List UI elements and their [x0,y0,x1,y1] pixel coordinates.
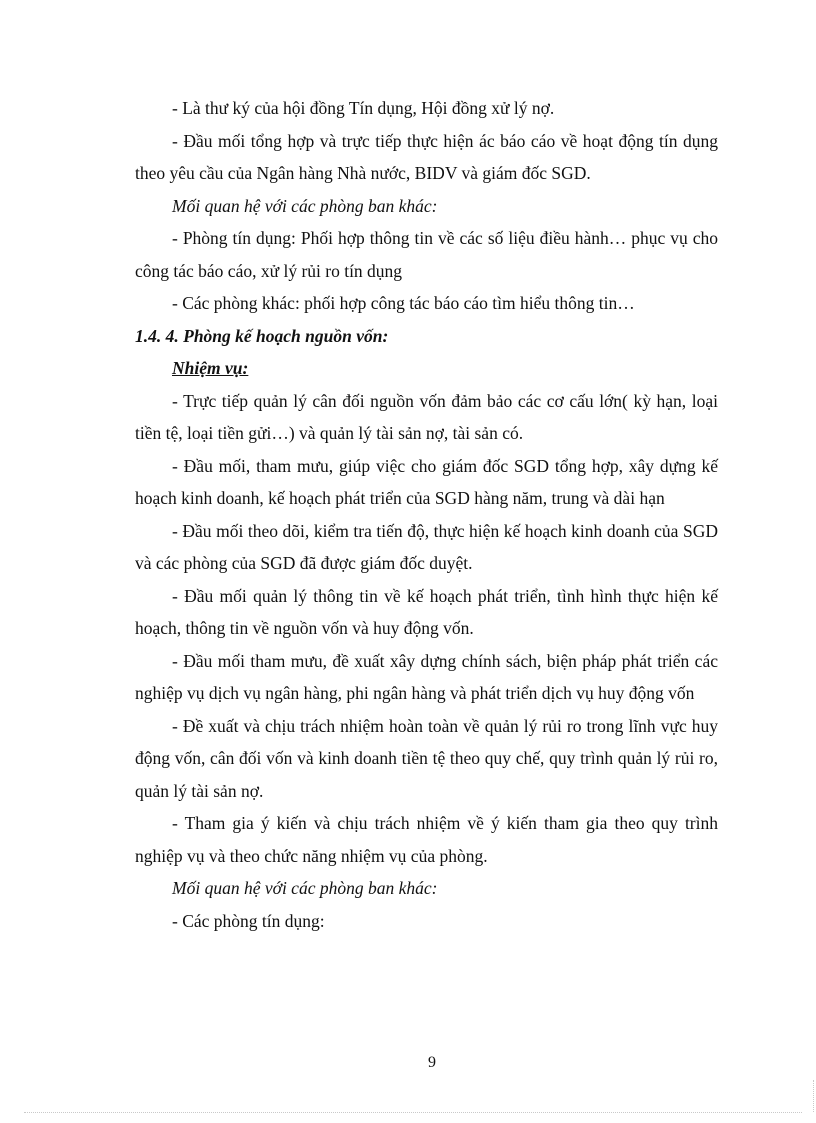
duty-item: - Đầu mối quản lý thông tin về kế hoạch phát triển, tình hình thực hiện kế hoạch, thông tin về nguồn vốn và huy động vốn. [135,585,718,638]
relations-label: Mối quan hệ với các phòng ban khác: [172,195,438,216]
duty-item: - Đầu mối theo dõi, kiểm tra tiến độ, thực hiện kế hoạch kinh doanh của SGD và các phòng của SGD đã được giám đốc duyệt. [135,520,718,573]
paragraph-credit-dept: - Phòng tín dụng: Phối hợp thông tin về các số liệu điều hành… phục vụ cho công tác báo cáo, xử lý rủi ro tín dụng [135,228,718,281]
section-heading: 1.4. 4. Phòng kế hoạch nguồn vốn: [135,325,389,346]
paragraph-other-depts: - Các phòng khác: phối hợp công tác báo cáo tìm hiểu thông tin… [172,293,635,313]
duty-item: - Đầu mối, tham mưu, giúp việc cho giám đốc SGD tổng hợp, xây dựng kế hoạch kinh doanh, kế hoạch phát triển của SGD hàng năm, trung và dài hạn [135,455,718,508]
relations-label: Mối quan hệ với các phòng ban khác: [172,878,438,898]
duty-item: - Đề xuất và chịu trách nhiệm hoàn toàn về quản lý rủi ro trong lĩnh vực huy động vốn, cân đối vốn và kinh doanh tiền tệ theo quy chế, quy trình quản lý rủi ro, quản lý tài sản nợ. [135,715,718,801]
document-body [135,92,718,937]
paragraph-credit-depts: - Các phòng tín dụng: [172,910,325,931]
duty-item: - Tham gia ý kiến và chịu trách nhiệm về ý kiến tham gia theo quy trình nghiệp vụ và theo chức năng nhiệm vụ của phòng. [135,813,718,866]
duties-label: Nhiệm vụ: [172,358,249,378]
duty-item: - Đầu mối tham mưu, đề xuất xây dựng chính sách, biện pháp phát triển các nghiệp vụ dịch vụ ngân hàng, phi ngân hàng và phát triển dịch vụ huy động vốn [135,650,718,703]
page-border-right [813,1080,814,1112]
page-number: 9 [428,1054,436,1071]
page-border-bottom [24,1112,802,1113]
paragraph-reporting: - Đầu mối tổng hợp và trực tiếp thực hiện ác báo cáo về hoạt động tín dụng theo yêu cầu của Ngân hàng Nhà nước, BIDV và giám đốc SGD. [135,130,718,183]
duty-item: - Trực tiếp quản lý cân đối nguồn vốn đảm bảo các cơ cấu lớn( kỳ hạn, loại tiền tệ, loại tiền gửi…) và quản lý tài sản nợ, tài sản có. [135,390,718,443]
paragraph-secretary: - Là thư ký của hội đồng Tín dụng, Hội đồng xử lý nợ. [172,98,555,118]
